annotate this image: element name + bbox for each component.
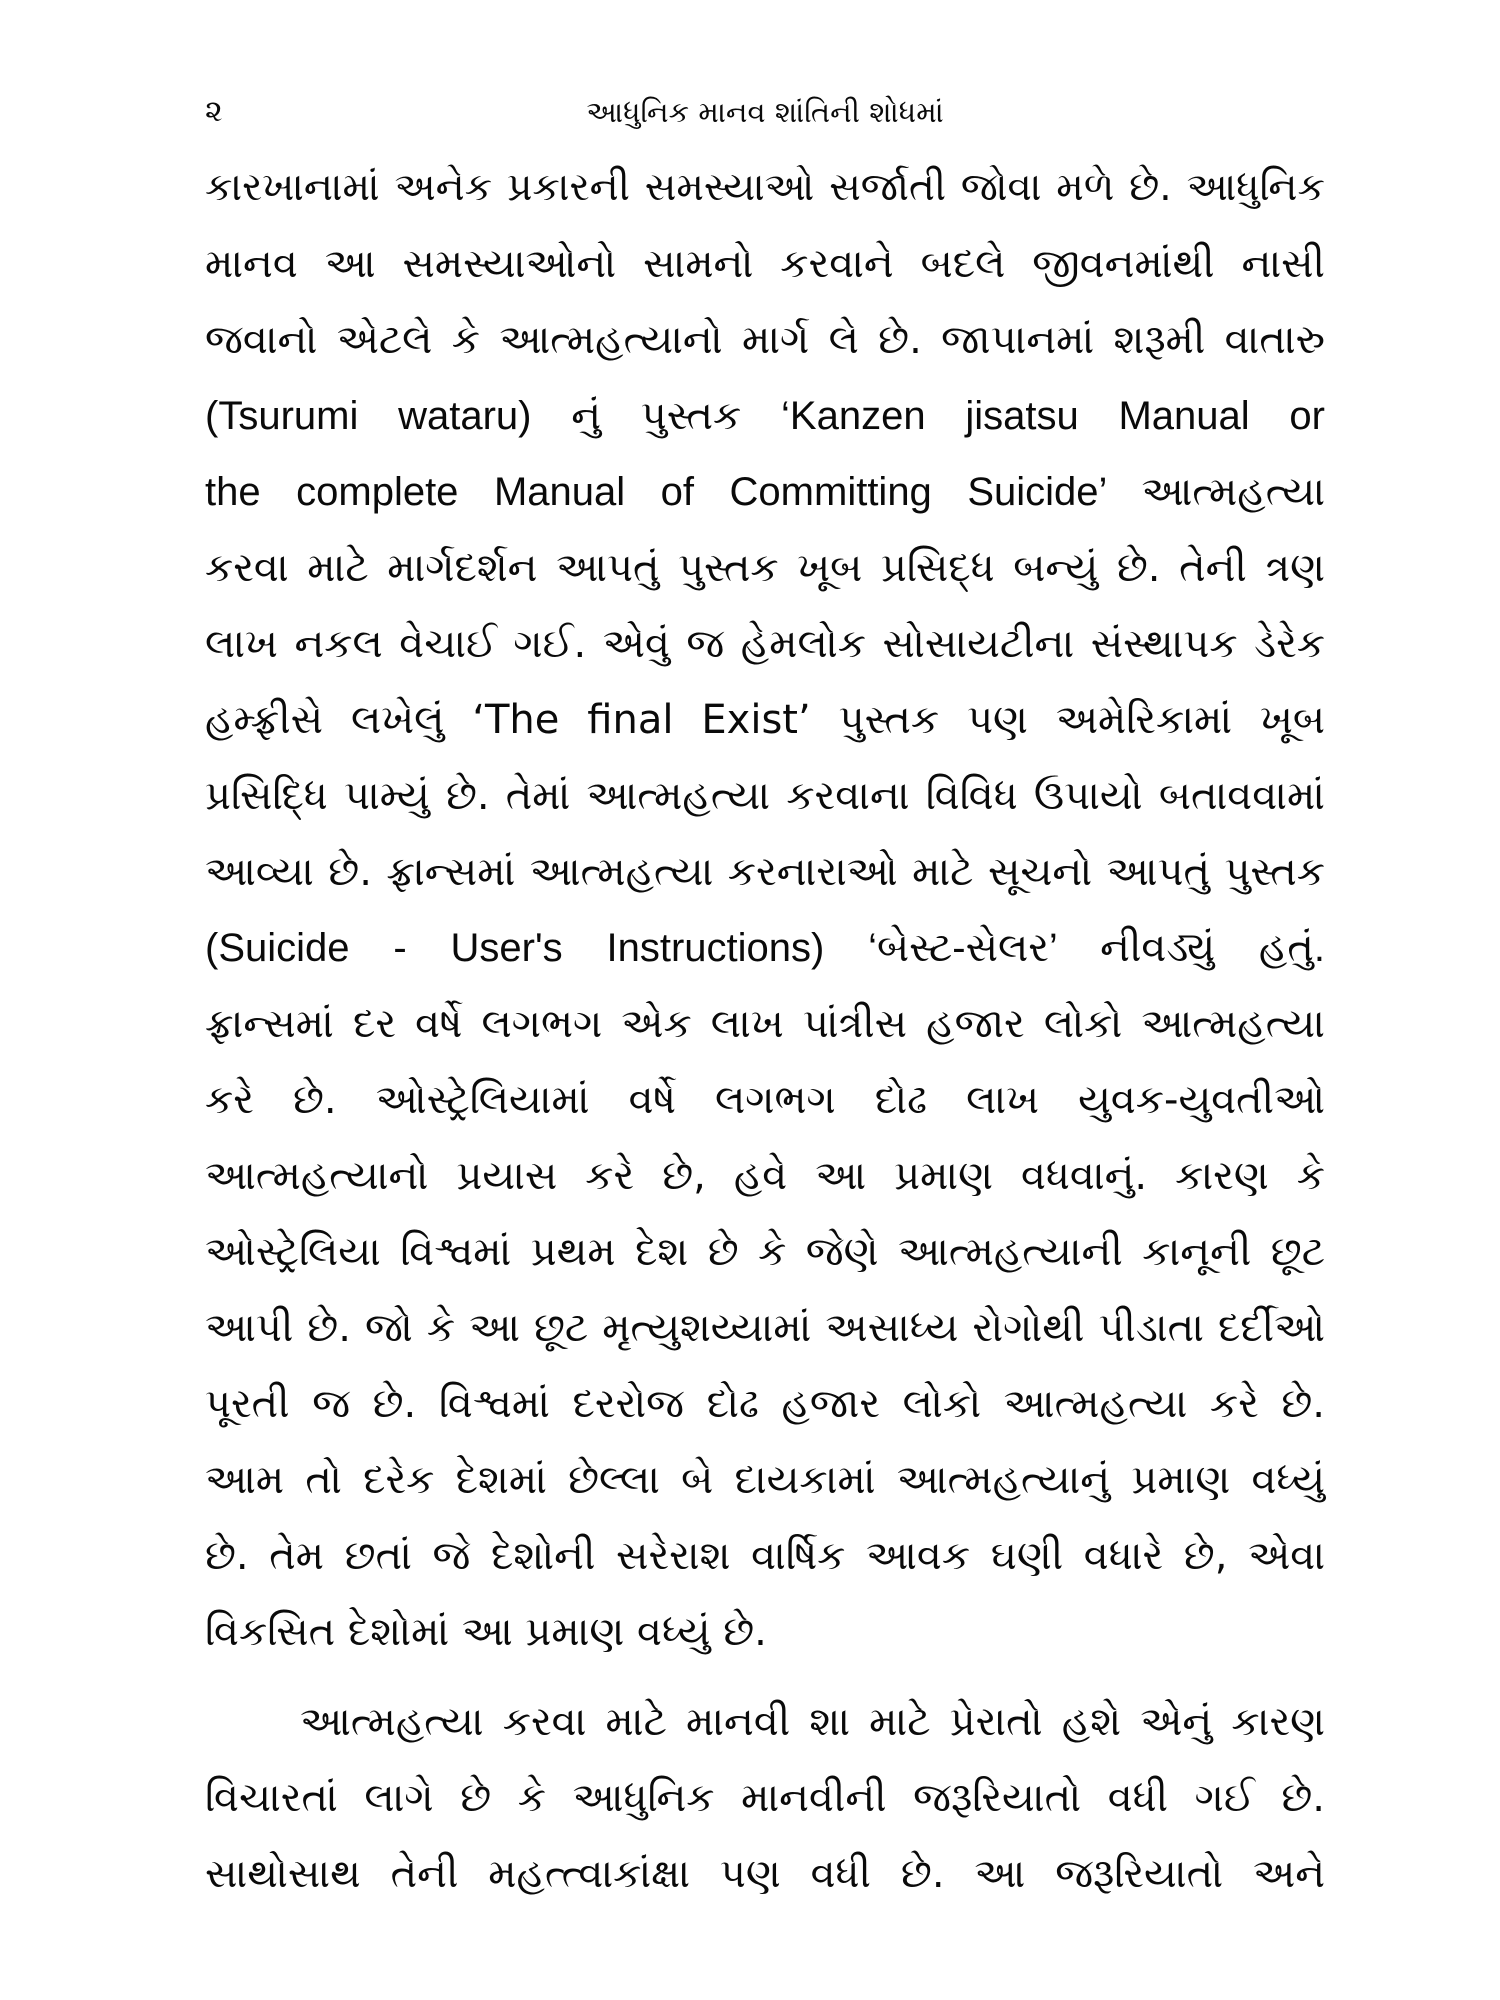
- text-line: કરવા માટે માર્ગદર્શન આપતું પુસ્તક ખૂબ પ્રસિદ્ધ બન્યું છે. તેની ત્રણ: [205, 545, 1325, 591]
- paragraph-gap: [205, 1670, 1325, 1684]
- paragraph-1: [205, 150, 1325, 1670]
- text-line: લાખ નકલ વેચાઈ ગઈ. એવું જ હેમલોક સોસાયટીના સંસ્થાપક ડેરેક: [205, 621, 1325, 667]
- text-line: કરે છે. ઓસ્ટ્રેલિયામાં વર્ષે લગભગ દોઢ લાખ યુવક-યુવતીઓ: [205, 1077, 1325, 1123]
- text-line: માનવ આ સમસ્યાઓનો સામનો કરવાને બદલે જીવનમાંથી નાસી: [205, 241, 1325, 287]
- text-line: આમ તો દરેક દેશમાં છેલ્લા બે દાયકામાં આત્મહત્યાનું પ્રમાણ વધ્યું: [205, 1457, 1325, 1503]
- running-header: [205, 92, 1325, 132]
- text-line: (Suicide - User's Instructions) ‘બેસ્ટ-સેલર’ નીવડ્યું હતું.: [205, 926, 1325, 970]
- text-line: સાથોસાથ તેની મહત્ત્વાકાંક્ષા પણ વધી છે. આ જરૂરિયાતો અને: [205, 1851, 1325, 1897]
- text-line: છે. તેમ છતાં જે દેશોની સરેરાશ વાર્ષિક આવક ઘણી વધારે છે, એવા: [205, 1533, 1325, 1579]
- text-line: the complete Manual of Committing Suicide’ આત્મહત્યા: [205, 470, 1325, 514]
- text-line: આવ્યા છે. ફ્રાન્સમાં આત્મહત્યા કરનારાઓ માટે સૂચનો આપતું પુસ્તક: [205, 849, 1325, 895]
- text-line: વિચારતાં લાગે છે કે આધુનિક માનવીની જરૂરિયાતો વધી ગઈ છે.: [205, 1775, 1325, 1821]
- text-line: આત્મહત્યા કરવા માટે માનવી શા માટે પ્રેરાતો હશે એનું કારણ: [300, 1699, 1325, 1745]
- text-line: પ્રસિદ્ધિ પામ્યું છે. તેમાં આત્મહત્યા કરવાના વિવિધ ઉપાયો બતાવવામાં: [205, 773, 1325, 819]
- text-line: કારખાનામાં અનેક પ્રકારની સમસ્યાઓ સર્જાતી જોવા મળે છે. આધુનિક: [205, 165, 1325, 210]
- text-line: વિકસિત દેશોમાં આ પ્રમાણ વધ્યું છે.: [205, 1609, 767, 1655]
- text-line: આત્મહત્યાનો પ્રયાસ કરે છે, હવે આ પ્રમાણ વધવાનું. કારણ કે: [205, 1153, 1325, 1199]
- text-line: (Tsurumi wataru) નું પુસ્તક ‘Kanzen jisatsu Manual or: [205, 394, 1325, 438]
- text-line: જવાનો એટલે કે આત્મહત્યાનો માર્ગ લે છે. જાપાનમાં શરૂમી વાતારુ: [205, 317, 1325, 363]
- running-title: આધુનિક માનવ શાંતિની શોધમાં: [586, 95, 944, 129]
- text-line: આપી છે. જો કે આ છૂટ મૃત્યુશય્યામાં અસાધ્ય રોગોથી પીડાતા દર્દીઓ: [205, 1305, 1325, 1351]
- text-line: પૂરતી જ છે. વિશ્વમાં દરરોજ દોઢ હજાર લોકો આત્મહત્યા કરે છે.: [205, 1381, 1325, 1427]
- text-line: ફ્રાન્સમાં દર વર્ષે લગભગ એક લાખ પાંત્રીસ હજાર લોકો આત્મહત્યા: [205, 1001, 1325, 1047]
- text-line: ઓસ્ટ્રેલિયા વિશ્વમાં પ્રથમ દેશ છે કે જેણે આત્મહત્યાની કાનૂની છૂટ: [205, 1229, 1325, 1275]
- page-number: ૨: [205, 94, 223, 129]
- text-line: હમ્ફ્રીસે લખેલું ‘The final Exist’ પુસ્તક પણ અમેરિકામાં ખૂબ: [205, 697, 1325, 743]
- paragraph-2: [205, 1684, 1325, 1912]
- body-text: [205, 150, 1325, 1912]
